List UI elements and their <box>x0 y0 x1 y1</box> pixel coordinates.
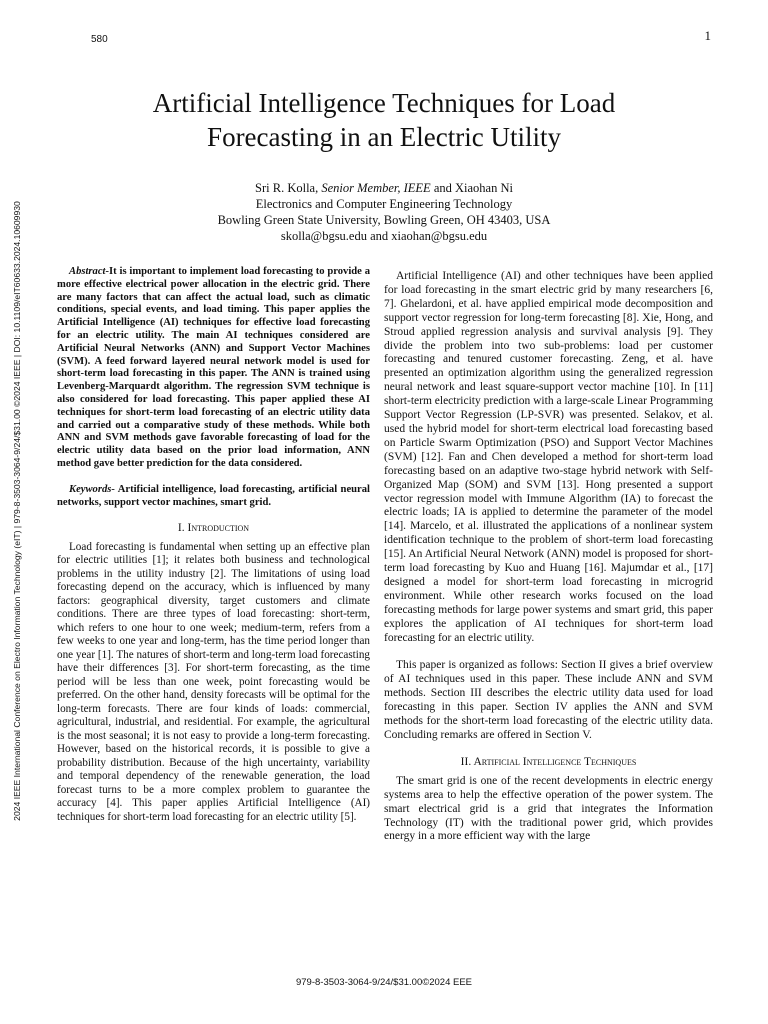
keywords-label: Keywords- <box>69 483 115 495</box>
author-emails: skolla@bgsu.edu and xiaohan@bgsu.edu <box>280 229 488 243</box>
organization-paragraph: This paper is organized as follows: Section II gives a brief overview of AI techniques used in this paper. These include ANN and SVM methods. Section III describes the electric utility data used for load forecasting in this paper. Section IV applies the ANN and SVM methods for the short-term load forecasting of the electric utility data. Concluding remarks are offered in Section V. <box>384 659 713 741</box>
author-block <box>90 180 678 244</box>
keywords-text: Artificial intelligence, load forecasting, artificial neural networks, support vector machines, smart grid. <box>57 483 370 508</box>
page-number-left: 580 <box>91 34 108 45</box>
smart-grid-paragraph: The smart grid is one of the recent developments in electric energy systems area to help the effective operation of the power system. The smart electrical grid is a grid that integrates the Information Technology (IT) with the traditional power grid, which provides energy in a more efficient way with the large <box>384 774 713 843</box>
paper-title: Artificial Intelligence Techniques for Load Forecasting in an Electric Utility <box>152 88 616 152</box>
author-name-2: and Xiaohan Ni <box>433 181 513 195</box>
related-work-paragraph: Artificial Intelligence (AI) and other techniques have been applied for load forecasting in the smart electric grid by many researchers [6, 7]. Ghelardoni, et al. have applied empirical mode decomposition and support vector regression for long-term forecasting [8]. Xie, Hong, and Stroud applied regression analysis and survival analysis [9]. They divide the problem into two sub-problems: load per customer forecasting and tenured customer forecasting. Zeng, et al. have presented an optimization algorithm using the generalized regression neural network and least square-support vector machine [10]. In [11] short-term electricity prediction with a large-scale Linear Programming Support Vector Regression (LP-SVR) was presented. Selakov, et al. used the hybrid model for short-term electrical load forecasting based on Particle Swarm Optimization (PSO) and Support Vector Machines (SVM) [12]. Fan and Chen developed a method for short-term load forecasting based on an adaptive two-stage hybrid network with Self-Organized Map (SOM) and SVM [13]. Hong presented a support vector regression model with Immune Algorithm (IA) to forecast the electric loads; IA is applied to determine the parameter of the model [14]. Marcelo, et al. illustrated the applications of a nonlinear system identification technique to the problem of short-term load forecasting [15]. An Artificial Neural Network (ANN) model is proposed for short-term load forecasting by Kuo and Huang [16]. Majumdar et al., [17] designed a model for short-term load forecasting in microgrid environment. While other research works focused on the load forecasting methods for large power systems and smart grid, this paper explores the application of AI techniques for short-term load forecasting for an electric utility. <box>384 270 714 644</box>
page-number-right: 1 <box>704 28 711 43</box>
author-university: Bowling Green State University, Bowling Green, OH 43403, USA <box>217 213 551 227</box>
abstract <box>57 266 370 471</box>
keywords <box>57 484 370 510</box>
author-name-1: Sri R. Kolla, <box>255 181 319 195</box>
side-margin-citation: 2024 IEEE International Conference on Electro Information Technology (eIT) | 979-8-3503-3064-9/24/$31.00 ©2024 IEEE | DOI: 10.1109/eIT60633.2024.10609930 <box>12 201 22 821</box>
left-column <box>57 266 370 824</box>
author-line <box>90 180 678 196</box>
section-heading-ai-techniques: II. Artificial Intelligence Techniques <box>460 755 637 768</box>
abstract-text: It is important to implement load forecasting to provide a more effective electrical power allocation in the electric grid. There are many factors that can affect the actual load, such as climatic conditions, special events, and load timing. This paper applies the Artificial Intelligence (AI) techniques for effective load forecasting for an electric utility. The main AI techniques considered are Artificial Neural Networks (ANN) and Support Vector Machines (SVM). A feed forward layered neural network model is used for short-term load forecasting in this paper. The ANN is trained using Levenberg-Marquardt algorithm. The regression SVM technique is also considered for load forecasting. This paper applied these AI techniques for short-term load forecasting of an electric utility data and carried out a comparative study of these methods. While both ANN and SVM methods gave favorable forecasting of load for the electric utility data based on the prior load information, ANN method gave better prediction for the data considered. <box>57 266 370 469</box>
author-department: Electronics and Computer Engineering Technology <box>255 197 513 211</box>
right-column <box>384 270 713 844</box>
author-membership: Senior Member, IEEE <box>321 181 431 195</box>
page-footer: 979-8-3503-3064-9/24/$31.00©2024 EEE <box>295 977 473 988</box>
section-heading-introduction: I. Introduction <box>177 522 250 535</box>
intro-paragraph: Load forecasting is fundamental when setting up an effective plan for electric utilities [1]; it relates both business and technological problems in the utility industry [2]. The limitations of using load forecasting depend on the accuracy, which is influenced by many factors: geographical diversity, target customers and climate conditions. There are three types of load forecasting: short-term, which refers to one hour to one week; medium-term, refers from a few weeks to one year and long-term, has the time period longer than one year [1]. The natures of short-term and long-term load forecasting have their differences [3]. For short-term forecasting, as the time period will be less than one week, point forecasting would be preferred. On the other hand, density forecasts will be optimal for the long-term forecasts. There are four kinds of loads: commercial, agricultural, industrial, and residential. For example, the agricultural is the most seasonal; it is not easy to provide a long-term forecasting. However, based on the historical records, it is possible to give a probability distribution. Because of the high uncertainty, variability and temporal dependency of the renewable generation, the load forecast turns to be a more complex problem to guarantee the accuracy [4]. This paper applies Artificial Intelligence (AI) techniques for short-term load forecasting for an electric utility [5]. <box>57 540 370 823</box>
abstract-label: Abstract- <box>69 266 110 277</box>
